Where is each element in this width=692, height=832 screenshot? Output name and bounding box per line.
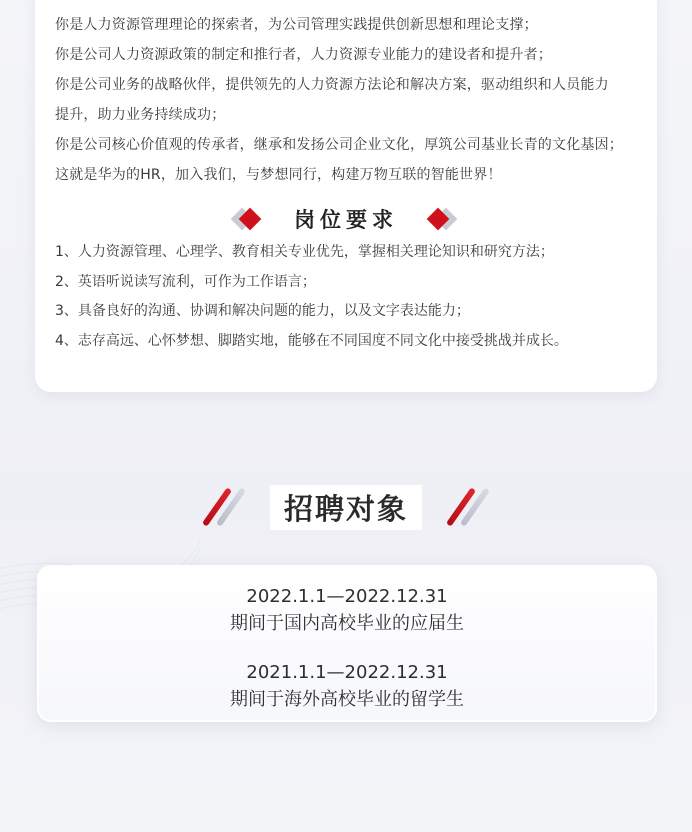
- target-period-domestic: [39, 583, 655, 637]
- intro-text: [55, 10, 645, 190]
- targets-title: 招聘对象: [270, 485, 422, 530]
- targets-heading: [0, 482, 692, 532]
- period-range: 2022.1.1—2022.12.31: [246, 586, 448, 607]
- diamond-left-icon: [232, 204, 266, 234]
- list-item: 4、志存高远、心怀梦想、脚踏实地，能够在不同国度不同文化中接受挑战并成长。: [55, 332, 568, 349]
- list-item: 1、人力资源管理、心理学、教育相关专业优先，掌握相关理论知识和研究方法；: [55, 244, 554, 260]
- target-period-overseas: [39, 659, 655, 713]
- intro-line: 你是人力资源管理理论的探索者，为公司管理实践提供创新思想和理论支撑；: [55, 17, 538, 33]
- diamond-right-icon: [426, 204, 460, 234]
- list-item: 2、英语听说读写流利，可作为工作语言；: [55, 273, 316, 290]
- slash-right-icon: [444, 485, 492, 529]
- requirements-title: 岗位要求: [294, 208, 398, 232]
- intro-line: 你是公司核心价值观的传承者，继承和发扬公司企业文化，厚筑公司基业长青的文化基因；: [55, 137, 623, 153]
- requirements-list: [55, 238, 645, 356]
- intro-line: 这就是华为的HR，加入我们，与梦想同行，构建万物互联的智能世界！: [55, 167, 502, 183]
- targets-card: [37, 565, 657, 722]
- list-item: 3、具备良好的沟通、协调和解决问题的能力，以及文字表达能力；: [55, 303, 470, 319]
- slash-left-icon: [200, 485, 248, 529]
- intro-line: 你是公司人力资源政策的制定和推行者，人力资源专业能力的建设者和提升者；: [55, 47, 552, 63]
- period-range: 2021.1.1—2022.12.31: [246, 662, 448, 683]
- intro-line: 你是公司业务的战略伙伴，提供领先的人力资源方法论和解决方案，驱动组织和人员能力: [55, 77, 609, 93]
- requirements-heading: [35, 202, 657, 236]
- job-description-card: [35, 0, 657, 392]
- period-description: 期间于海外高校毕业的留学生: [230, 689, 464, 710]
- intro-line: 提升，助力业务持续成功；: [55, 107, 226, 123]
- period-description: 期间于国内高校毕业的应届生: [230, 613, 464, 634]
